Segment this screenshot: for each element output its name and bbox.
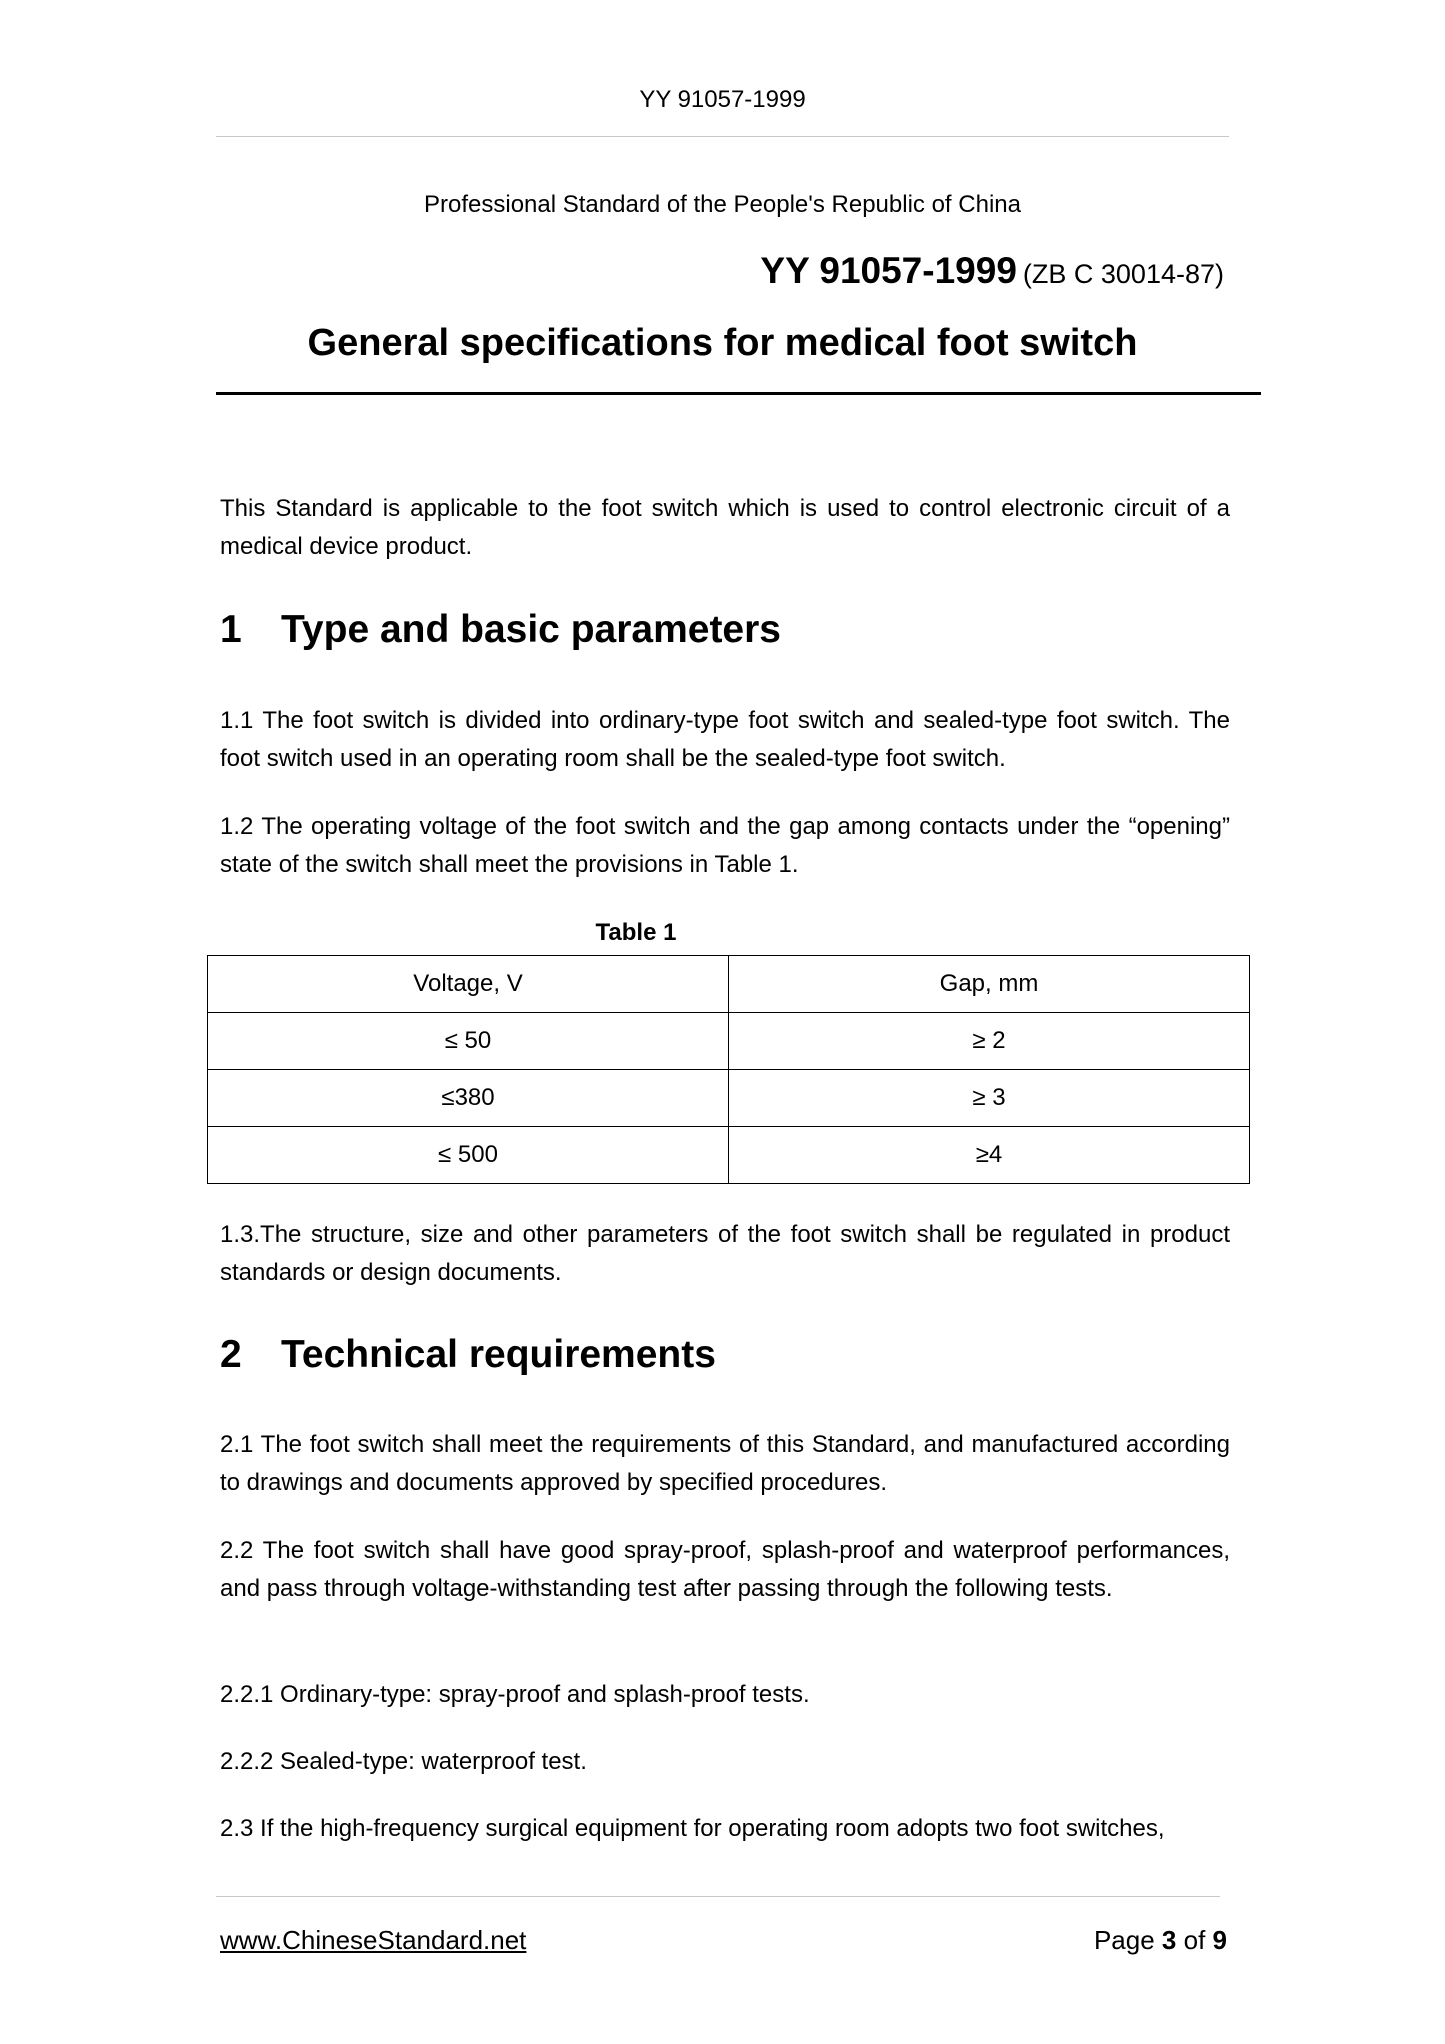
scope-paragraph: This Standard is applicable to the foot switch which is used to control electronic circuit of a medical device product. (220, 495, 1230, 560)
issuer-line: Professional Standard of the People's Republic of China (424, 191, 1021, 218)
table-row (208, 1127, 1250, 1184)
clause-1-1: 1.1 The foot switch is divided into ordinary-type foot switch and sealed-type foot switch. The foot switch used in an operating room shall be the sealed-type foot switch. (220, 707, 1230, 772)
document-title: General specifications for medical foot switch (307, 322, 1138, 364)
running-header: YY 91057-1999 (639, 86, 806, 113)
table-cell: ≤ 500 (208, 1127, 729, 1184)
clause-2-2-1: 2.2.1 Ordinary-type: spray-proof and splash-proof tests. (220, 1681, 810, 1708)
table-cell: ≤ 50 (208, 1013, 729, 1070)
table-cell: ≥ 2 (729, 1013, 1250, 1070)
voltage-gap-table (207, 955, 1250, 1184)
section-number: 1 (220, 608, 242, 651)
section-2-heading (220, 1333, 716, 1377)
table-row (208, 1070, 1250, 1127)
page-total: 9 (1212, 1925, 1227, 1955)
section-title: Type and basic parameters (281, 608, 781, 651)
clause-2-2-2: 2.2.2 Sealed-type: waterproof test. (220, 1748, 587, 1775)
page-indicator (1094, 1925, 1227, 1956)
footer-divider (216, 1896, 1220, 1897)
table-row (208, 1013, 1250, 1070)
clause-1-2: 1.2 The operating voltage of the foot switch and the gap among contacts under the “opening” state of the switch shall meet the provisions in Table 1. (220, 813, 1230, 878)
header-divider (216, 136, 1229, 137)
replaced-standard-code: (ZB C 30014-87) (1022, 259, 1224, 289)
page-label: Page (1093, 1925, 1155, 1955)
page-current: 3 (1161, 1925, 1177, 1955)
table-cell: ≥4 (729, 1127, 1250, 1184)
standard-number-line (760, 250, 1224, 292)
table-header-row (208, 956, 1250, 1013)
clause-2-2: 2.2 The foot switch shall have good spray-proof, splash-proof and waterproof performances, and pass through voltage-withstanding test after passing through the following tests. (220, 1537, 1230, 1602)
table-header-cell: Voltage, V (208, 956, 729, 1013)
standard-code: YY 91057-1999 (760, 250, 1017, 291)
section-number: 2 (220, 1333, 242, 1376)
title-rule (216, 392, 1261, 395)
clause-2-3: 2.3 If the high-frequency surgical equipment for operating room adopts two foot switches, (220, 1815, 1165, 1842)
table-cell: ≥ 3 (729, 1070, 1250, 1127)
table-caption: Table 1 (595, 919, 677, 946)
section-1-heading (220, 608, 781, 652)
clause-1-3: 1.3.The structure, size and other parameters of the foot switch shall be regulated in product standards or design documents. (220, 1221, 1230, 1286)
table-header-cell: Gap, mm (729, 956, 1250, 1013)
table-cell: ≤380 (208, 1070, 729, 1127)
page-of: of (1183, 1925, 1206, 1955)
section-title: Technical requirements (281, 1333, 716, 1376)
website-link[interactable]: www.ChineseStandard.net (220, 1925, 527, 1955)
clause-2-1: 2.1 The foot switch shall meet the requirements of this Standard, and manufactured according to drawings and documents approved by specified procedures. (220, 1431, 1230, 1496)
